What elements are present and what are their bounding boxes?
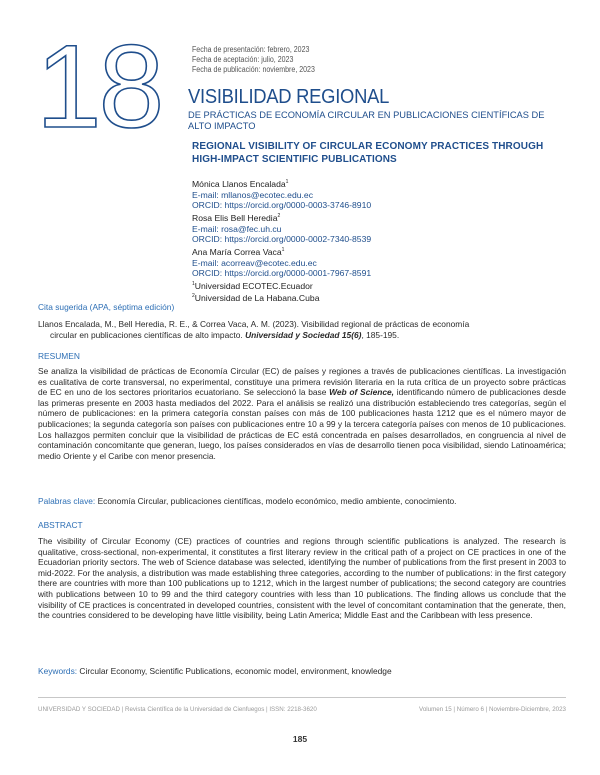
author-orcid: ORCID: https://orcid.org/0000-0001-7967-8591 <box>192 268 372 279</box>
author-email: E-mail: mllanos@ecotec.edu.ec <box>192 189 313 200</box>
resumen-heading: RESUMEN <box>38 351 80 361</box>
abstract-heading: ABSTRACT <box>38 520 83 530</box>
keywords: Keywords: Circular Economy, Scientific Publications, economic model, environment, knowledge <box>38 666 392 676</box>
author-orcid: ORCID: https://orcid.org/0000-0003-3746-8910 <box>192 200 372 211</box>
orcid-link[interactable]: https://orcid.org/0000-0001-7967-8591 <box>224 268 372 279</box>
orcid-link[interactable]: https://orcid.org/0000-0003-3746-8910 <box>224 200 372 211</box>
abstract-text: The visibility of Circular Economy (CE) practices of countries and regions through scientific publications is analyzed. The research is qualitative, cross-sectional, non-experimental, it constitutes a first literary review in the critical path of a project on CE practices in one of the Ecuadorian priority sectors. The web of Science database was selected, identifying the number of publications from the first present in 2003 to mid-2022. For the analysis, a distribution was made establishing three categories, according to the number of publications: in the first category there are countries with more than 100 publications up to 1212, which in the largest number of publications; the second category are countries with publications between 10 to 99 and the third category countries with less than 10 publications. The finding allows us conclude that the visibility of CE practices is concentrated in developed countries, consistent with the level of concomitant contamination that the generate, then, the countries considered to be developing have little visibility, being Latin America; Middle East and the Caribbean with less presence. <box>38 536 566 621</box>
page-number: 185 <box>292 734 308 744</box>
affiliation: $^2$Universidad de La Habana.Cuba <box>192 293 320 304</box>
author-email: E-mail: acorreav@ecotec.edu.ec <box>192 257 317 268</box>
palabras-clave: Palabras clave: Economía Circular, publicaciones científicas, modelo económico, medio ambiente, conocimiento. <box>38 496 457 506</box>
author-name: Mónica Llanos Encalada$^1$ <box>192 178 289 189</box>
footer-journal: UNIVERSIDAD Y SOCIEDAD | Revista Científica de la Universidad de Cienfuegos | ISSN: 2218-3620 <box>38 706 317 713</box>
citation-heading: Cita sugerida (APA, séptima edición) <box>38 302 175 312</box>
author-block <box>192 177 371 304</box>
title-spanish: VISIBILIDAD REGIONAL <box>188 86 390 108</box>
author-name: Rosa Elis Bell Heredia$^2$ <box>192 212 281 223</box>
article-number: 18 <box>36 21 162 153</box>
title-english: REGIONAL VISIBILITY OF CIRCULAR ECONOMY PRACTICES THROUGH HIGH-IMPACT SCIENTIFIC PUBLICATIONS <box>192 141 544 165</box>
citation-text: Llanos Encalada, M., Bell Heredia, R. E., & Correa Vaca, A. M. (2023). Visibilidad regional de prácticas de economía circular en publicaciones científicas de alto impacto. Universidad y Sociedad 15(6), 185-195. <box>38 319 470 340</box>
author-orcid: ORCID: https://orcid.org/0000-0002-7340-8539 <box>192 234 372 245</box>
footer <box>38 706 566 714</box>
date-submitted: Fecha de presentación: febrero, 2023 <box>192 45 310 54</box>
email-link[interactable]: acorreav@ecotec.edu.ec <box>221 257 317 268</box>
email-link[interactable]: rosa@fec.uh.cu <box>221 223 282 234</box>
date-accepted: Fecha de aceptación: julio, 2023 <box>192 55 294 64</box>
author-email: E-mail: rosa@fec.uh.cu <box>192 223 282 234</box>
affiliation: $^1$Universidad ECOTEC.Ecuador <box>192 280 313 291</box>
author-name: Ana María Correa Vaca$^1$ <box>192 246 285 257</box>
footer-volume: Volumen 15 | Número 6 | Noviembre-Diciembre, 2023 <box>419 706 566 713</box>
date-published: Fecha de publicación: noviembre, 2023 <box>192 65 315 74</box>
orcid-link[interactable]: https://orcid.org/0000-0002-7340-8539 <box>224 234 372 245</box>
email-link[interactable]: mllanos@ecotec.edu.ec <box>221 189 313 200</box>
resumen-text: Se analiza la visibilidad de prácticas de Economía Circular (EC) de países y regiones a través de publicaciones científicas. La investigación es cualitativa de corte transversal, no experimental, constituye una primera revisión literaria en la ruta crítica de un proyecto sobre prácticas de EC en uno de los sectores prioritarios ecuatoriano. Se seleccionó la base Web of Science, identificando número de publicaciones desde las primeras presente en 2003 hasta mediados del 2022. Para el análisis se realizó una distribución estableciendo tres categorías, según el número de publicaciones: en la primera categoría constan países con más de 100 publicaciones hasta 1212 que es el número mayor de publicaciones; la segunda categoría son países con publicaciones entre 10 a 99 y la tercera categoría países con menos de 10 publicaciones. Los hallazgos permiten concluir que la visibilidad de prácticas de EC está concentrada en países desarrollados, en congruencia al nivel de contaminación concomitante que generan, luego, los países considerados en vías de desarrollo tienen poca visibilidad, siendo Latinoamérica; medio Oriente y el Caribe con menor presencia. <box>38 366 566 461</box>
publication-dates <box>192 45 332 75</box>
footer-divider <box>38 697 566 698</box>
subtitle-spanish: DE PRÁCTICAS DE ECONOMÍA CIRCULAR EN PUBLICACIONES CIENTÍFICAS DE ALTO IMPACTO <box>188 110 545 131</box>
